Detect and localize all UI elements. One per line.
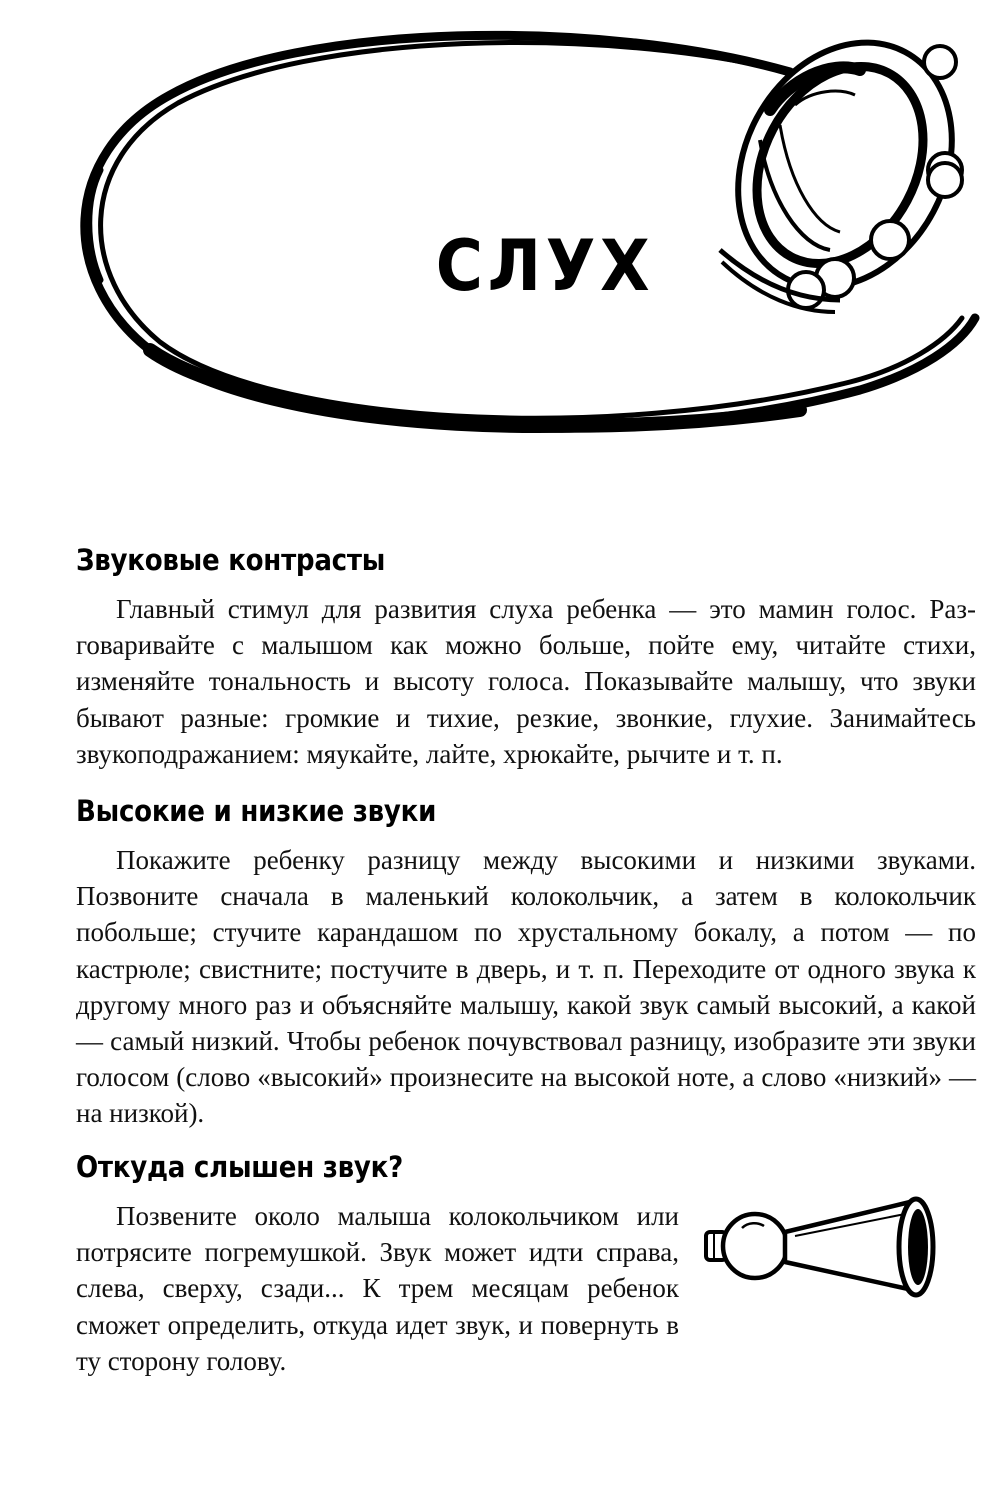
section-heading: Звуковые контрасты — [76, 543, 386, 577]
page-title: СЛУХ — [435, 225, 655, 307]
section-sound-contrasts — [76, 543, 976, 772]
horn-icon — [700, 1180, 950, 1310]
section-high-low-sounds — [76, 794, 976, 1132]
section-body: Позвените около малыша колокольчиком или потрясите погремушкой. Звук может идти справа, слева, сверху, сзади... К трем месяцам ребенок сможет определить, откуда идет звук, и повернуть в ту сторону голову. — [76, 1201, 679, 1376]
section-heading: Высокие и низкие звуки — [76, 794, 437, 828]
section-body: Главный стимул для развития слуха ребенка — это мамин голос. Разговаривайте с малышом как можно больше, пойте ему, читайте стихи, изменяйте тональность и высоту голоса. Показывайте малышу, что звуки бывают разные: громкие и тихие, резкие, звонкие, глухие. Занимайтесь звукоподражанием: мяукайте, лайте, хрюкайте, рычите и т. п. — [76, 594, 976, 769]
section-heading: Откуда слышен звук? — [76, 1150, 403, 1184]
tambourine-icon — [697, 5, 994, 325]
section-body: Покажите ребенку разницу между высокими и низкими звуками. Позвоните сначала в маленький колокольчик, а затем в колокольчик побольше; стучите карандашом по хрустальному бокалу, а потом — по кастрюле; свистните; постучите в дверь, и т. п. Переходите от одного звука к другому много раз и объясняйте малышу, какой звук самый высокий, а какой — самый низкий. Чтобы ребенок почувствовал разницу, изобразите эти звуки голосом (слово «высокий» произнесите на высокой ноте, а слово «низкий» — на низкой). — [76, 845, 976, 1129]
